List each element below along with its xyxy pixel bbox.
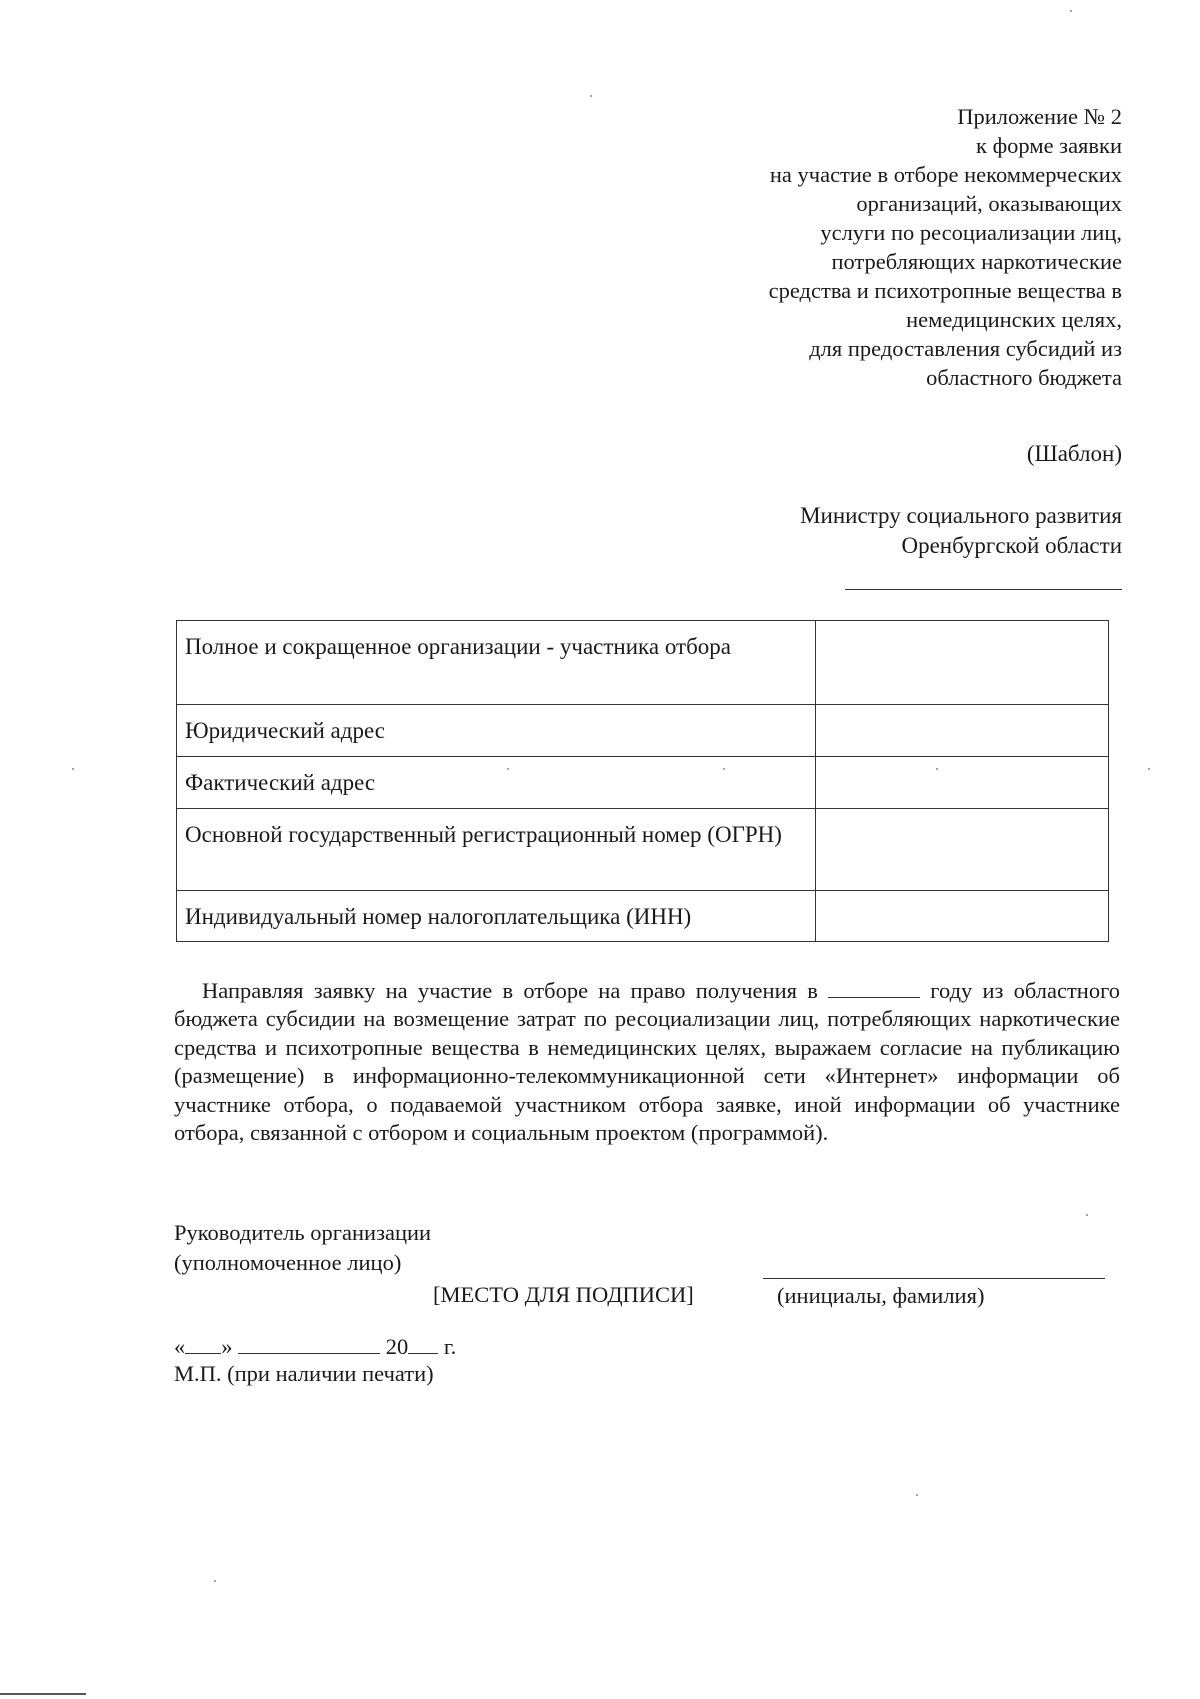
year-blank-field[interactable] (828, 979, 920, 998)
scan-speck (507, 768, 509, 770)
addressee-line: Оренбургской области (901, 533, 1122, 558)
appendix-line: организаций, оказывающих (856, 191, 1122, 216)
signature-placeholder: [МЕСТО ДЛЯ ПОДПИСИ] (433, 1282, 694, 1307)
statement-text-start: Направляя заявку на участие в отборе на право получения в (202, 978, 818, 1003)
addressee-line: Министру социального развития (800, 503, 1122, 528)
table-row (177, 705, 1109, 757)
row-value-legal-address[interactable] (816, 705, 1109, 757)
scan-speck (916, 1494, 918, 1496)
year-suffix-blank-field[interactable] (408, 1335, 438, 1354)
addressee-block (700, 501, 1122, 561)
year-prefix: 20 (385, 1334, 409, 1359)
addressee-blank-line[interactable] (845, 589, 1122, 590)
open-quote: « (174, 1334, 186, 1359)
scan-edge-mark (0, 1693, 86, 1695)
row-value-ogrn[interactable] (816, 809, 1109, 891)
scan-speck (936, 768, 938, 770)
month-blank-field[interactable] (238, 1335, 380, 1354)
appendix-line: услуги по ресоциализации лиц, (820, 220, 1122, 245)
scan-speck (590, 95, 592, 97)
organization-info-table (176, 620, 1109, 942)
scan-speck (723, 768, 725, 770)
row-label-full-name: Полное и сокращенное организации - участника отбора (177, 621, 816, 705)
day-blank-field[interactable] (185, 1335, 221, 1354)
signature-blank-line[interactable] (763, 1278, 1105, 1279)
consent-statement (174, 977, 1120, 1147)
appendix-line: немедицинских целях, (906, 307, 1122, 332)
appendix-line: средства и психотропные вещества в (768, 278, 1122, 303)
scan-speck (214, 1580, 216, 1582)
table-row (177, 757, 1109, 809)
appendix-line: Приложение № 2 (957, 104, 1122, 129)
table-row (177, 809, 1109, 891)
row-label-ogrn: Основной государственный регистрационный номер (ОГРН) (177, 809, 816, 891)
scan-speck (1070, 10, 1072, 12)
year-abbreviation: г. (443, 1334, 457, 1359)
row-value-inn[interactable] (816, 891, 1109, 942)
row-label-legal-address: Юридический адрес (177, 705, 816, 757)
row-value-actual-address[interactable] (816, 757, 1109, 809)
initials-caption: (инициалы, фамилия) (777, 1283, 985, 1308)
signature-block (174, 1218, 1124, 1278)
table-row (177, 621, 1109, 705)
signer-title-line: Руководитель организации (174, 1220, 432, 1245)
appendix-line: к форме заявки (976, 133, 1122, 158)
appendix-line: областного бюджета (926, 365, 1122, 390)
row-value-full-name[interactable] (816, 621, 1109, 705)
scan-speck (72, 768, 74, 770)
template-mark: (Шаблон) (1026, 441, 1122, 466)
appendix-line: для предоставления субсидий из (809, 336, 1122, 361)
row-label-inn: Индивидуальный номер налогоплательщика (ИНН) (177, 891, 816, 942)
scan-speck (1148, 768, 1150, 770)
scan-speck (1086, 1214, 1088, 1216)
close-quote: » (221, 1334, 233, 1359)
table-row (177, 891, 1109, 942)
appendix-line: на участие в отборе некоммерческих (769, 162, 1122, 187)
signer-title-line: (уполномоченное лицо) (174, 1250, 402, 1275)
row-label-actual-address: Фактический адрес (177, 757, 816, 809)
date-line (174, 1333, 456, 1361)
statement-text-rest: году из областного бюджета субсидии на возмещение затрат по ресоциализации лиц, потребляющих наркотические средства и психотропные вещества в немедицинских целях, выражаем согласие на публикацию (размещение) в информационно-телекоммуникационной сети «Интернет» информации об участнике отбора, о подаваемой участником отбора заявке, иной информации об участнике отбора, связанной с отбором и социальным проектом (программой). (174, 978, 1121, 1146)
stamp-note: М.П. (при наличии печати) (174, 1361, 434, 1386)
appendix-header (640, 102, 1122, 392)
appendix-line: потребляющих наркотические (831, 249, 1122, 274)
